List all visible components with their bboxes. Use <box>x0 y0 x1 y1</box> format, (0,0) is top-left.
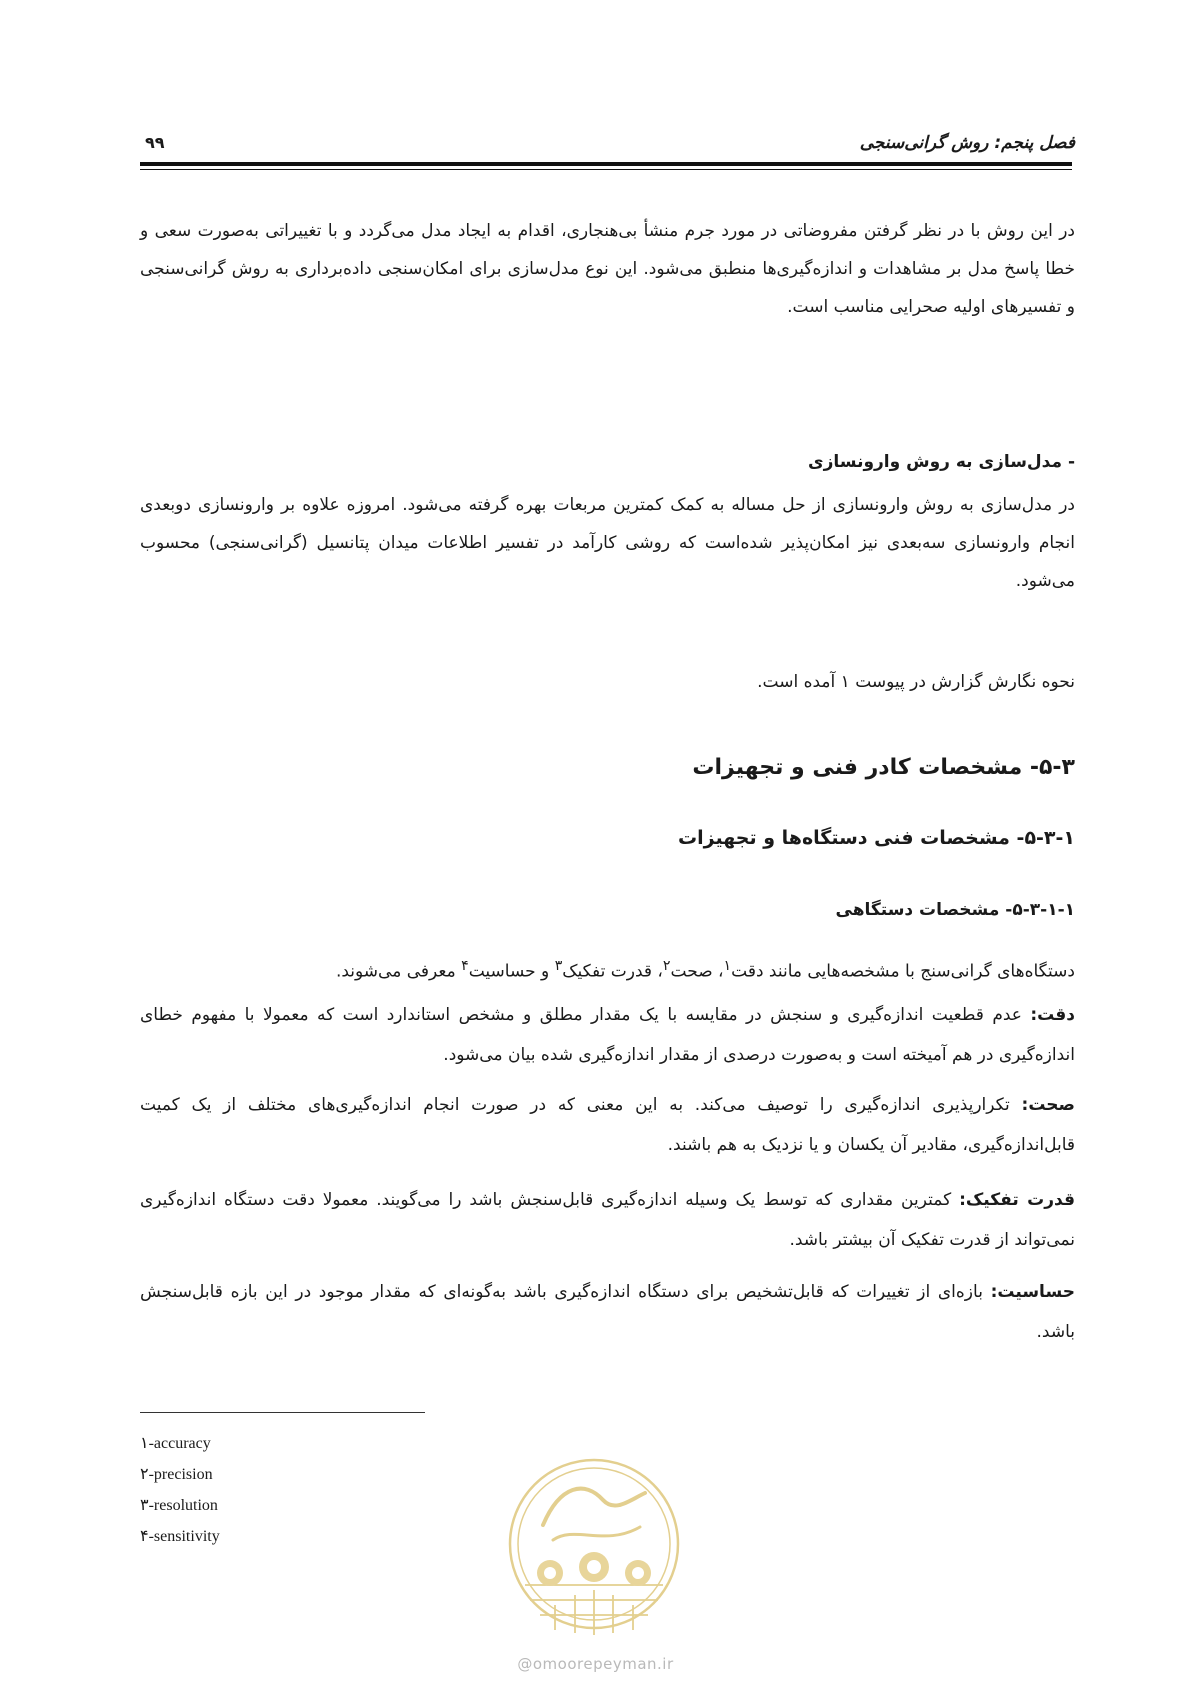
footnote-rule <box>140 1412 425 1413</box>
definition-precision <box>140 1085 1075 1165</box>
footnote-list <box>140 1428 220 1552</box>
definition-text: کمترین مقداری که توسط یک وسیله اندازه‌گیری قابل‌سنجش باشد را می‌گویند. معمولا دقت دستگاه اندازه‌گیری نمی‌تواند از قدرت تفکیک آن بیشتر باشد. <box>140 1190 1075 1250</box>
watermark-logo <box>505 1455 683 1677</box>
footnote-item: ۴-sensitivity <box>140 1528 220 1545</box>
definition-text: بازه‌ای از تغییرات که قابل‌تشخیص برای دستگاه اندازه‌گیری باشد به‌گونه‌ای که مقدار موجود در این بازه قابل‌سنجش باشد. <box>140 1282 1075 1342</box>
definition-accuracy <box>140 995 1075 1075</box>
footnote-item: ۳-resolution <box>140 1497 218 1514</box>
definition-term: حساسیت: <box>990 1282 1075 1302</box>
header-rule-thin <box>140 169 1072 170</box>
definition-text: تکرارپذیری اندازه‌گیری را توصیف می‌کند. به این معنی که در صورت انجام اندازه‌گیری‌های مختلف از یک کمیت قابل‌اندازه‌گیری، مقادیر آن یکسان و یا نزدیک به هم باشند. <box>140 1095 1075 1155</box>
intro-text-c: ، قدرت تفکیک <box>562 961 663 982</box>
intro-text-b: ، صحت <box>670 961 724 982</box>
watermark-site: @omoorepeyman.ir <box>517 1655 674 1673</box>
instrument-intro <box>336 948 1075 990</box>
paragraph-forward-modeling: در این روش با در نظر گرفتن مفروضاتی در مورد جرم منشأ بی‌هنجاری، اقدام به ایجاد مدل می‌گردد و با تغییراتی به‌صورت سعی و خطا پاسخ مدل بر مشاهدات و اندازه‌گیری‌ها منطبق می‌شود. این نوع مدل‌سازی برای امکان‌سنجی داده‌برداری به روش گرانی‌سنجی و تفسیرهای اولیه صحرایی مناسب است. <box>140 221 1075 317</box>
footnote-item: ۲-precision <box>140 1466 213 1483</box>
chapter-title: فصل پنجم: روش گرانی‌سنجی <box>859 133 1075 153</box>
footnote-item: ۱-accuracy <box>140 1435 211 1452</box>
footnote-ref-1: ۱ <box>723 958 732 974</box>
definition-resolution <box>140 1180 1075 1260</box>
intro-text-a: دستگاه‌های گرانی‌سنج با مشخصه‌هایی مانند دقت <box>731 961 1075 982</box>
definition-term: صحت: <box>1021 1095 1075 1115</box>
definition-term: دقت: <box>1030 1005 1075 1025</box>
page-number: ۹۹ <box>145 133 165 152</box>
definition-text: عدم قطعیت اندازه‌گیری و سنجش در مقایسه با یک مقدار مطلق و مشخص استاندارد است که معمولا با مفهوم خطای اندازه‌گیری در هم آمیخته است و به‌صورت درصدی از مقدار اندازه‌گیری شده بیان می‌شود. <box>140 1005 1075 1065</box>
intro-text-d: و حساسیت <box>468 961 555 982</box>
header-rule-thick <box>140 162 1072 166</box>
footnote-ref-3: ۳ <box>554 958 563 974</box>
section-heading: ۵-۳- مشخصات کادر فنی و تجهیزات <box>692 755 1075 780</box>
subsection-heading: ۵-۳-۱- مشخصات فنی دستگاه‌ها و تجهیزات <box>678 827 1075 849</box>
subsubsection-heading: ۵-۳-۱-۱- مشخصات دستگاهی <box>835 900 1075 920</box>
footnote-ref-4: ۴ <box>461 958 469 974</box>
intro-text-e: معرفی می‌شوند. <box>335 961 462 982</box>
definition-term: قدرت تفکیک: <box>959 1190 1075 1210</box>
report-note: نحوه نگارش گزارش در پیوست ۱ آمده است. <box>757 672 1075 692</box>
paragraph-inversion: در مدل‌سازی به روش وارونسازی از حل مساله به کمک کمترین مربعات بهره گرفته می‌شود. امروزه علاوه بر وارونسازی دوبعدی انجام وارونسازی سه‌بعدی نیز امکان‌پذیر شده‌است که روشی کارآمد در تفسیر اطلاعات میدان پتانسیل (گرانی‌سنجی) محسوب می‌شود. <box>140 495 1075 591</box>
definition-sensitivity <box>140 1272 1075 1352</box>
inversion-heading: - مدل‌سازی به روش وارونسازی <box>808 452 1075 472</box>
footnote-ref-2: ۲ <box>662 958 671 974</box>
